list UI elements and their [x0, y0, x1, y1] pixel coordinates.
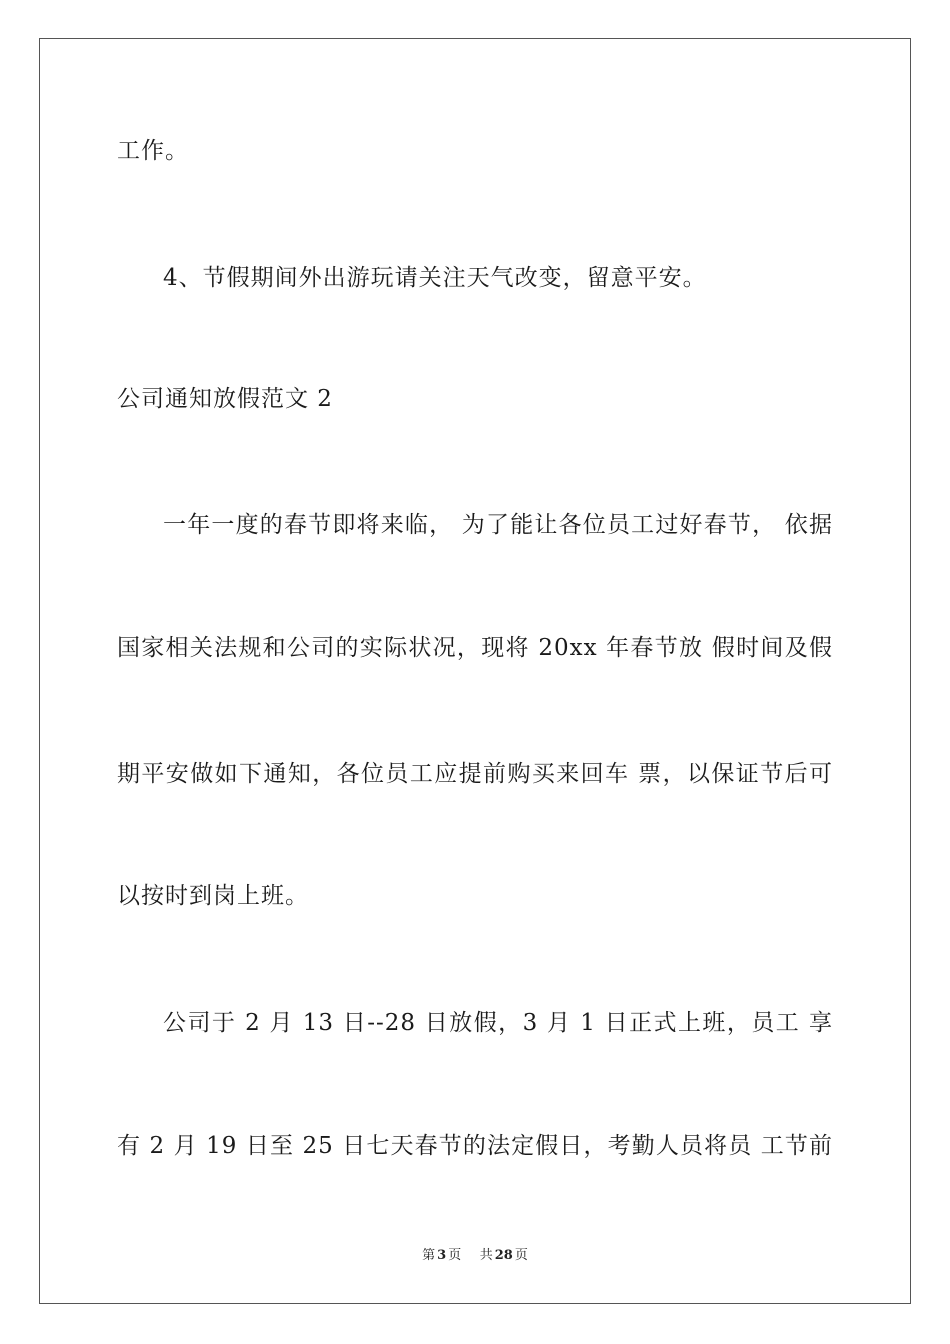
total-pages: 28: [494, 1248, 513, 1263]
paragraph-line-1: 工作。: [117, 138, 189, 164]
paragraph-line-3: 一年一度的春节即将来临， 为了能让各位员工过好春节， 依据: [163, 512, 833, 538]
paragraph-line-2: 4、节假期间外出游玩请关注天气改变，留意平安。: [163, 265, 707, 291]
section-heading: 公司通知放假范文 2: [117, 386, 333, 412]
page-prefix: 第: [422, 1248, 436, 1263]
total-suffix: 页: [514, 1248, 528, 1263]
paragraph-line-8: 有 2 月 19 日至 25 日七天春节的法定假日，考勤人员将员 工节前: [117, 1133, 833, 1159]
page-number: 3: [437, 1248, 447, 1263]
page-suffix: 页: [448, 1248, 462, 1263]
paragraph-line-7: 公司于 2 月 13 日--28 日放假，3 月 1 日正式上班，员工 享: [163, 1010, 833, 1036]
paragraph-line-4: 国家相关法规和公司的实际状况，现将 20xx 年春节放 假时间及假: [117, 635, 833, 661]
paragraph-line-5: 期平安做如下通知，各位员工应提前购买来回车 票，以保证节后可: [117, 761, 833, 787]
total-prefix: 共: [479, 1248, 493, 1263]
page-border: [39, 38, 911, 1304]
page-footer: [0, 1247, 950, 1265]
paragraph-line-6: 以按时到岗上班。: [117, 883, 309, 909]
